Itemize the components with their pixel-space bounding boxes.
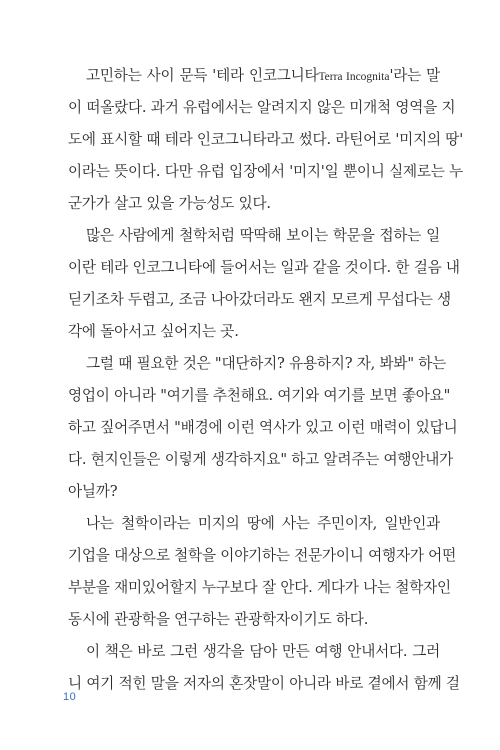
text-line: 그럴 때 필요한 것은 "대단하지? 유용하지? 자, 봐봐" 하는 [86, 355, 447, 372]
text-line: 군가가 살고 있을 가능성도 있다. [68, 195, 271, 212]
text-line: 이라는 뜻이다. 다만 유럽 입장에서 '미지'일 뿐이니 실제로는 누 [68, 163, 464, 180]
text-line: 영업이 아니라 "여기를 추천해요. 여기와 여기를 보면 좋아요" [68, 387, 451, 404]
text-line: 하고 짚어주면서 "배경에 이런 역사가 있고 이런 매력이 있답니 [68, 419, 458, 436]
text-line: 다. 현지인들은 이렇게 생각하지요" 하고 알려주는 여행안내가 [68, 451, 454, 468]
text-line: 각에 돌아서고 싶어지는 곳. [68, 323, 239, 340]
text-line: 부분을 재미있어할지 누구보다 잘 안다. 게다가 나는 철학자인 [68, 579, 451, 596]
text-line: 도에 표시할 때 테라 인코그니타라고 썼다. 라틴어로 '미지의 땅' [68, 131, 464, 148]
text-line: 기업을 대상으로 철학을 이야기하는 전문가이니 여행자가 어떤 [68, 547, 456, 564]
text-line: 아닐까? [68, 483, 118, 500]
body-text [68, 60, 464, 700]
text-line: 고민하는 사이 문득 '테라 인코그니타Terra Incognita'라는 말 [86, 67, 440, 84]
text-line: 이 떠올랐다. 과거 유럽에서는 알려지지 않은 미개척 영역을 지 [68, 99, 456, 116]
text-line: 니 여기 적힌 말을 저자의 혼잣말이 아니라 바로 곁에서 함께 걸 [68, 675, 460, 692]
page-number: 10 [63, 691, 77, 703]
text-line: 이 책은 바로 그런 생각을 담아 만든 여행 안내서다. 그러 [86, 643, 440, 660]
text-line: 동시에 관광학을 연구하는 관광학자이기도 하다. [68, 611, 369, 628]
text-line: 나는 철학이라는 미지의 땅에 사는 주민이자, 일반인과 [86, 515, 440, 532]
latin-term: Terra Incognita [318, 71, 390, 83]
text-line: 이란 테라 인코그니타에 들어서는 일과 같을 것이다. 한 걸음 내 [68, 259, 460, 276]
text-line: 많은 사람에게 철학처럼 딱딱해 보이는 학문을 접하는 일 [86, 227, 440, 244]
text-line: 딛기조차 두렵고, 조금 나아갔더라도 왠지 모르게 무섭다는 생 [68, 291, 451, 308]
